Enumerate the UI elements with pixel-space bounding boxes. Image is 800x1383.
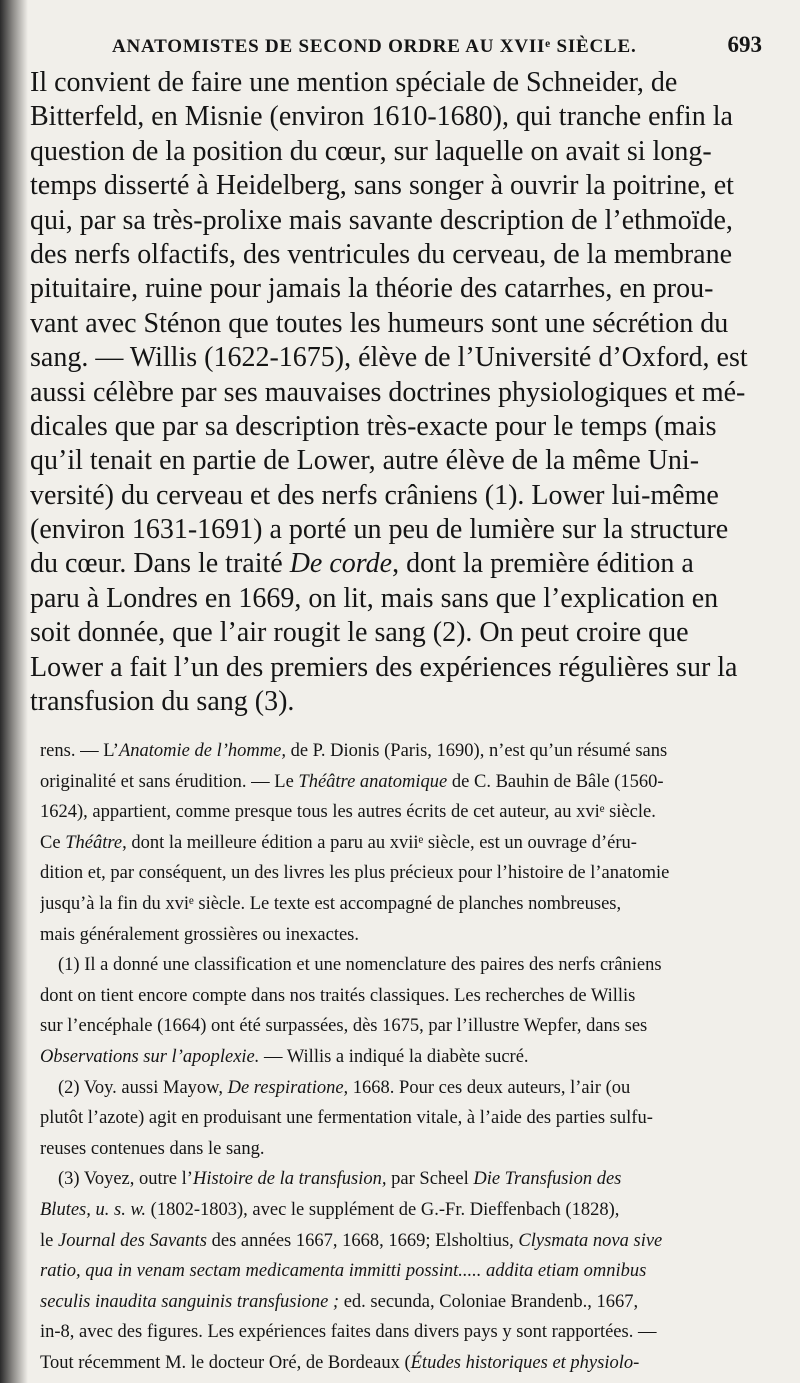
italic-title: Études historiques et physiolo- (410, 1352, 640, 1373)
text-fragment: Tout récemment M. le docteur Oré, de Bordeaux ( (40, 1352, 411, 1373)
page-gutter-shadow (0, 0, 28, 1383)
text-line: paru à Londres en 1669, on lit, mais sans que l’explication en (30, 582, 719, 614)
text-line: Il convient de faire une mention spéciale de Schneider, de (30, 67, 678, 98)
italic-title: Théâtre anatomique (298, 771, 448, 792)
italic-title: Clysmata nova sive (518, 1230, 663, 1251)
footnote-line: dition et, par conséquent, un des livres les plus précieux pour l’histoire de l’anatomie (40, 863, 670, 884)
page-number: 693 (727, 32, 762, 57)
footnote-line (40, 736, 770, 767)
text-fragment: de P. Dionis (Paris, 1690), n’est qu’un résumé sans (285, 741, 668, 761)
page-header (112, 32, 762, 66)
text-fragment: Ce (40, 832, 66, 853)
text-line: qu’il tenait en partie de Lower, autre élève de la même Uni- (30, 445, 700, 477)
text-fragment: originalité et sans érudition. — Le (40, 771, 299, 792)
italic-title: Histoire de la transfusion, (192, 1169, 387, 1190)
footnote-line: in-8, avec des figures. Les expériences faites dans divers pays y sont rapportées. — (40, 1322, 657, 1343)
footnote-line (40, 767, 770, 798)
text-line: vant avec Sténon que toutes les humeurs sont une sécrétion du (30, 307, 729, 339)
footnote-line: sur l’encéphale (1664) ont été surpassées, dès 1675, par l’illustre Wepfer, dans ses (40, 1016, 648, 1037)
text-line: qui, par sa très-prolixe mais savante description de l’ethmoïde, (30, 204, 733, 236)
text-fragment: par Scheel (386, 1169, 474, 1190)
text-fragment: (1802-1803), avec le supplément de G.-Fr. Dieffenbach (1828), (146, 1199, 620, 1220)
text-line: dicales que par sa description très-exacte pour le temps (mais (30, 410, 717, 442)
text-fragment: , dont la première édition a (392, 548, 694, 580)
text-line: soit donnée, que l’air rougit le sang (2). On peut croire que (30, 617, 689, 649)
text-fragment: ed. secunda, Coloniae Brandenb., 1667, (339, 1291, 639, 1312)
footnote-line: plutôt l’azote) agit en produisant une fermentation vitale, à l’aide des parties sulfu- (40, 1108, 653, 1129)
italic-title: Observations sur l’apoplexie. (40, 1046, 260, 1067)
italic-title: Blutes, u. s. w. (40, 1199, 147, 1220)
footnote-3 (40, 1164, 770, 1195)
footnote-line: mais généralement grossières ou inexactes. (40, 924, 360, 945)
text-fragment: du cœur. Dans le traité (30, 548, 290, 580)
text-fragment: le (40, 1230, 58, 1251)
footnote-line: 1624), appartient, comme presque tous les autres écrits de cet auteur, au xviᵉ siècle. (40, 802, 656, 823)
main-text (30, 66, 770, 719)
footnote-1: (1) Il a donné une classification et une nomenclature des paires des nerfs crâniens (58, 955, 662, 976)
italic-title: Die Transfusion des (473, 1169, 622, 1190)
text-fragment: rens. — L’ (40, 741, 119, 761)
text-line: question de la position du cœur, sur laquelle on avait si long- (30, 135, 712, 167)
text-fragment: — Willis a indiqué la diabète sucré. (259, 1046, 529, 1067)
footnote-2 (40, 1073, 770, 1104)
italic-title: De respiratione, (227, 1077, 349, 1098)
text-line: versité) du cerveau et des nerfs crâniens (1). Lower lui-même (30, 479, 719, 511)
footnote-line: jusqu’à la fin du xviᵉ siècle. Le texte est accompagné de planches nombreuses, (40, 893, 622, 914)
footnote-line (40, 1226, 770, 1257)
italic-title: Théâtre (65, 832, 123, 853)
book-title-de-corde: De corde (289, 548, 393, 580)
text-fragment: (3) Voyez, outre l’ (58, 1169, 193, 1190)
text-line: transfusion du sang (3). (30, 686, 295, 718)
footnote-line: reuses contenues dans le sang. (40, 1138, 265, 1159)
footnote-line: dont on tient encore compte dans nos traités classiques. Les recherches de Willis (40, 985, 636, 1006)
text-line: Bitterfeld, en Misnie (environ 1610-1680), qui tranche enfin la (30, 101, 733, 133)
italic-title: Journal des Savants (57, 1230, 207, 1251)
text-line: Lower a fait l’un des premiers des expériences régulières sur la (30, 651, 738, 683)
text-line: aussi célèbre par ses mauvaises doctrines physiologiques et mé- (30, 376, 746, 408)
text-fragment: 1668. Pour ces deux auteurs, l’air (ou (348, 1077, 631, 1098)
text-fragment: , dont la meilleure édition a paru au xviiᵉ siècle, est un ouvrage d’éru- (122, 832, 637, 853)
text-line: pituitaire, ruine pour jamais la théorie des catarrhes, en prou- (30, 273, 714, 305)
footnote-line (40, 828, 770, 859)
text-fragment: de C. Bauhin de Bâle (1560- (447, 771, 664, 792)
text-fragment: (2) Voy. aussi Mayow, (58, 1077, 228, 1098)
footnote-line (40, 1042, 770, 1073)
text-line: (environ 1631-1691) a porté un peu de lumière sur la structure (30, 514, 729, 546)
footnote-line (40, 1287, 770, 1318)
text-line: temps disserté à Heidelberg, sans songer à ouvrir la poitrine, et (30, 170, 734, 202)
italic-title: seculis inaudita sanguinis transfusione ; (40, 1291, 340, 1312)
text-line (30, 547, 770, 581)
footnotes (40, 736, 770, 1378)
footnote-line (40, 1195, 770, 1226)
footnote-line (40, 1348, 770, 1379)
text-line: sang. — Willis (1622-1675), élève de l’Université d’Oxford, est (30, 342, 748, 374)
italic-title: Anatomie de l’homme, (118, 741, 286, 761)
text-fragment: des années 1667, 1668, 1669; Elsholtius, (207, 1230, 519, 1251)
text-line: des nerfs olfactifs, des ventricules du cerveau, de la membrane (30, 238, 733, 270)
footnote-line: ratio, qua in venam sectam medicamenta immitti possint..... addita etiam omnibus (40, 1261, 647, 1282)
running-title: ANATOMISTES DE SECOND ORDRE AU XVIIᵉ SIÈCLE. (112, 36, 637, 57)
